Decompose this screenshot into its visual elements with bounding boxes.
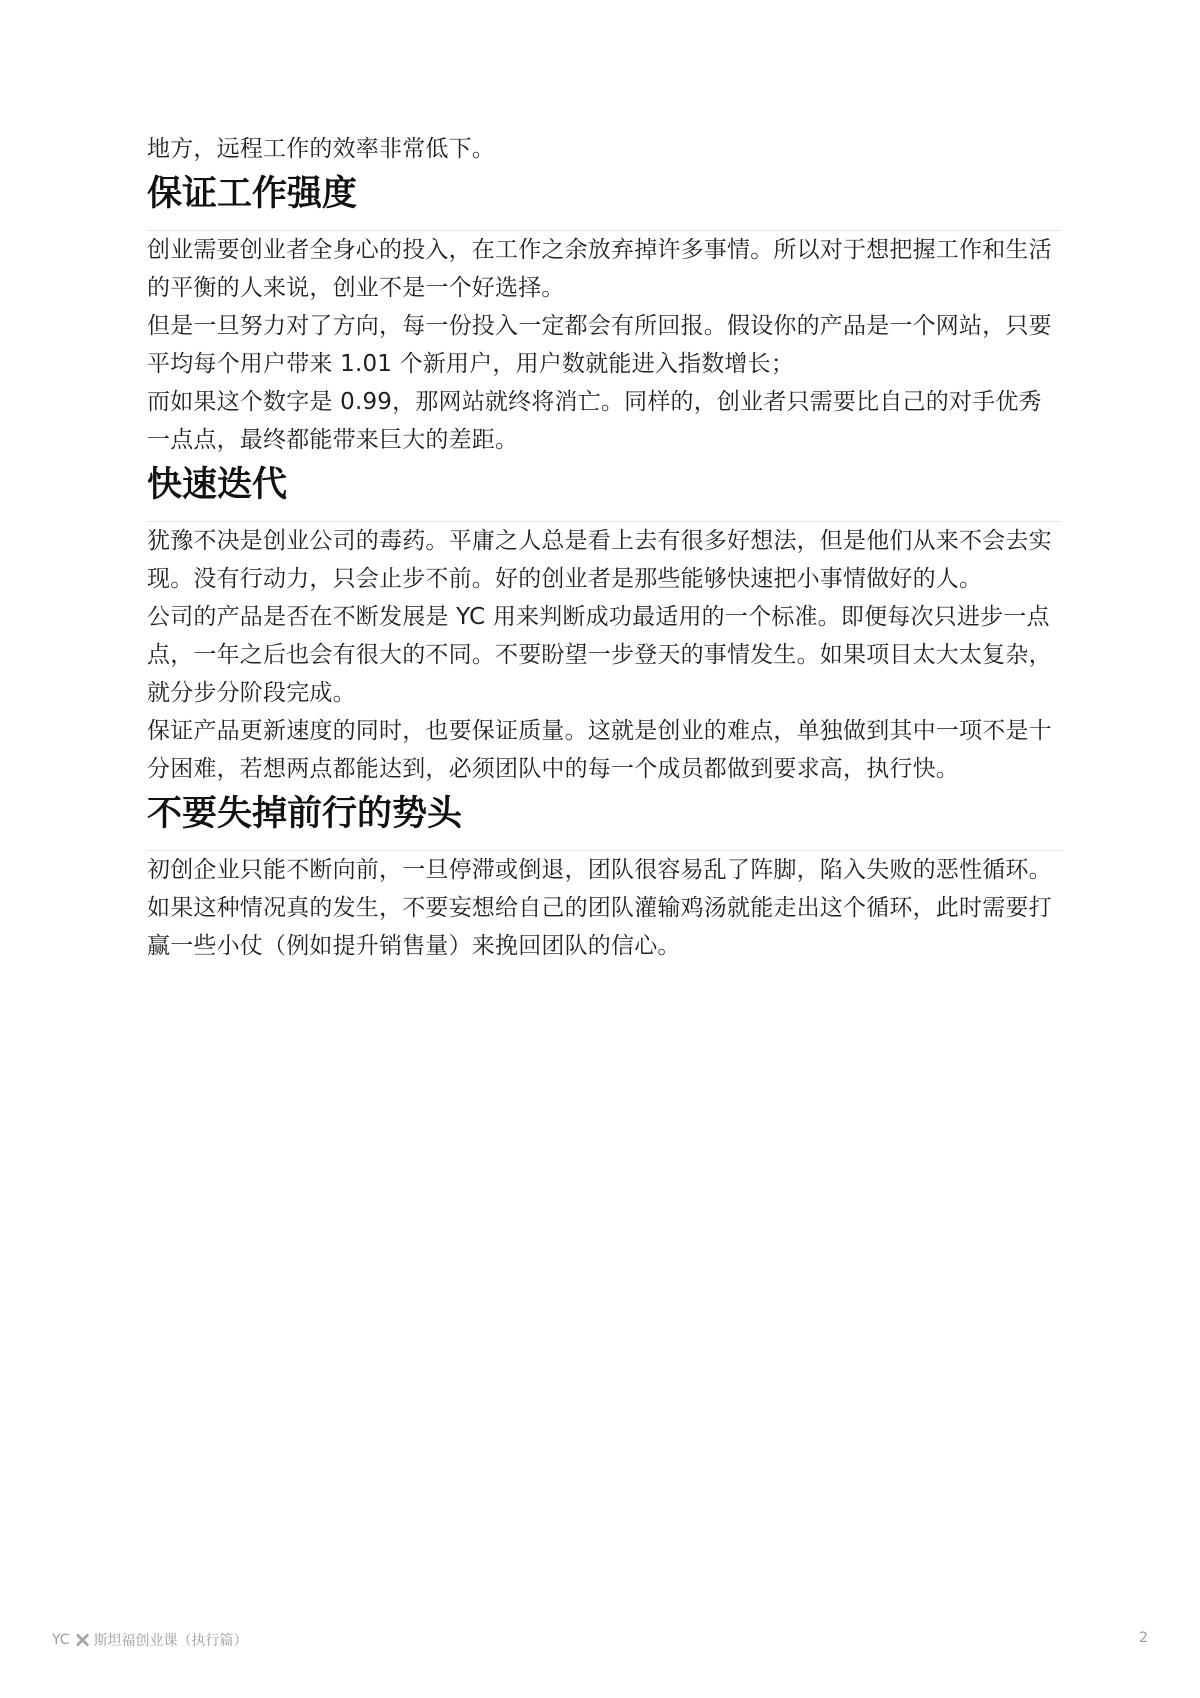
paragraph: 初创企业只能不断向前，一旦停滞或倒退，团队很容易乱了阵脚，陷入失败的恶性循环。如果这种情况真的发生，不要妄想给自己的团队灌输鸡汤就能走出这个循环，此时需要打赢一些小仗（例如提升销售量）来挽回团队的信心。: [147, 857, 1052, 959]
section-heading-momentum: 不要失掉前行的势头: [147, 788, 1062, 851]
section-heading-fast-iteration: 快速迭代: [147, 459, 1062, 522]
paragraph: 而如果这个数字是 0.99，那网站就终将消亡。同样的，创业者只需要比自己的对手优秀一点点，最终都能带来巨大的差距。: [147, 389, 1042, 453]
paragraph-continued: 地方，远程工作的效率非常低下。: [147, 136, 495, 162]
footer-title-group: [52, 1630, 248, 1650]
section-heading-work-intensity: 保证工作强度: [147, 168, 1062, 231]
cross-icon: [75, 1633, 89, 1647]
page-number: 2: [1139, 1630, 1148, 1646]
paragraph: 公司的产品是否在不断发展是 YC 用来判断成功最适用的一个标准。即便每次只进步一点点，一年之后也会有很大的不同。不要盼望一步登天的事情发生。如果项目太大太复杂，就分步分阶段完成。: [147, 604, 1052, 706]
paragraph: 但是一旦努力对了方向，每一份投入一定都会有所回报。假设你的产品是一个网站，只要平均每个用户带来 1.01 个新用户，用户数就能进入指数增长；: [147, 313, 1052, 377]
paragraph: 保证产品更新速度的同时，也要保证质量。这就是创业的难点，单独做到其中一项不是十分困难，若想两点都能达到，必须团队中的每一个成员都做到要求高，执行快。: [147, 718, 1052, 782]
page-content: [147, 130, 1062, 965]
paragraph: 创业需要创业者全身心的投入，在工作之余放弃掉许多事情。所以对于想把握工作和生活的平衡的人来说，创业不是一个好选择。: [147, 237, 1052, 301]
footer-brand: YC: [52, 1632, 70, 1648]
footer-title: 斯坦福创业课（执行篇）: [93, 1633, 248, 1649]
page-footer: [52, 1630, 1148, 1654]
paragraph: 犹豫不决是创业公司的毒药。平庸之人总是看上去有很多好想法，但是他们从来不会去实现。没有行动力，只会止步不前。好的创业者是那些能够快速把小事情做好的人。: [147, 528, 1052, 592]
